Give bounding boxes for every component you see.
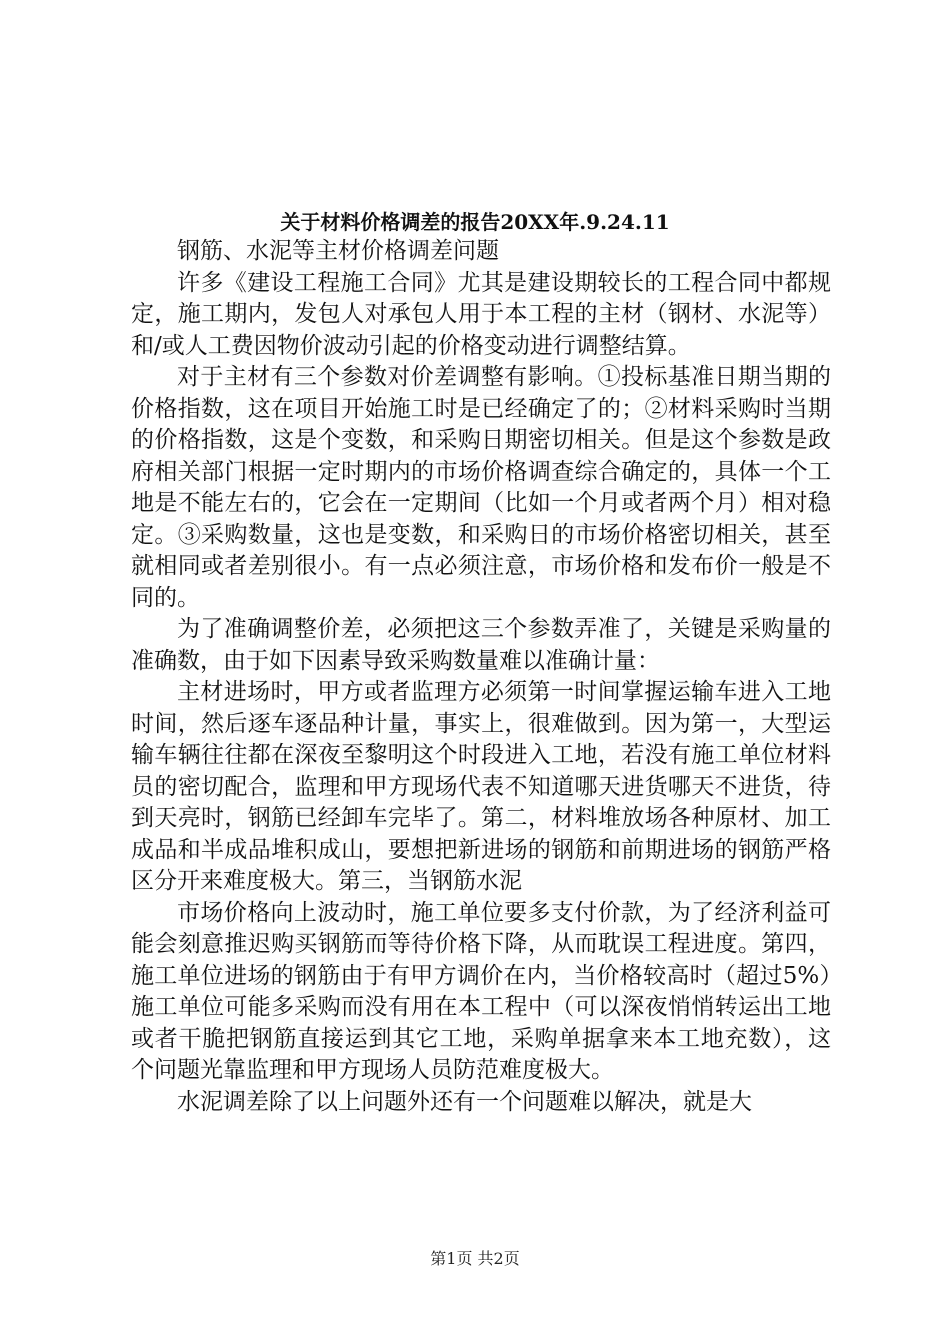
section-heading: 钢筋、水泥等主材价格调差问题	[177, 238, 499, 264]
paragraph: 市场价格向上波动时，施工单位要多支付价款，为了经济利益可能会刻意推迟购买钢筋而等待价格下降，从而耽误工程进度。第四，施工单位进场的钢筋由于有甲方调价在内，当价格较高时（超过5%）施工单位可能多采购而没有用在本工程中（可以深夜悄悄转运出工地或者干脆把钢筋直接运到其它工地，采购单据拿来本工地充数），这个问题光靠监理和甲方现场人员防范难度极大。	[131, 899, 831, 1083]
paragraph: 对于主材有三个参数对价差调整有影响。①投标基准日期当期的价格指数，这在项目开始施工时是已经确定了的；②材料采购时当期的价格指数，这是个变数，和采购日期密切相关。但是这个参数是政府相关部门根据一定时期内的市场价格调查综合确定的，具体一个工地是不能左右的，它会在一定期间（比如一个月或者两个月）相对稳定。③采购数量，这也是变数，和采购日的市场价格密切相关，甚至就相同或者差别很小。有一点必须注意，市场价格和发布价一般是不同的。	[131, 364, 831, 611]
document-title: 关于材料价格调差的报告20XX年.9.24.11	[280, 210, 670, 235]
paragraph: 许多《建设工程施工合同》尤其是建设期较长的工程合同中都规定，施工期内，发包人对承包人用于本工程的主材（钢材、水泥等）和/或人工费因物价波动引起的价格变动进行调整结算。	[131, 269, 831, 359]
paragraph: 为了准确调整价差，必须把这三个参数弄准了，关键是采购量的准确数，由于如下因素导致采购数量难以准确计量：	[131, 616, 831, 674]
paragraph: 水泥调差除了以上问题外还有一个问题难以解决，就是大	[177, 1088, 752, 1115]
page-footer: 第1页 共2页	[430, 1249, 520, 1268]
document-body	[131, 236, 831, 1118]
paragraph: 主材进场时，甲方或者监理方必须第一时间掌握运输车进入工地时间，然后逐车逐品种计量，事实上，很难做到。因为第一，大型运输车辆往往都在深夜至黎明这个时段进入工地，若没有施工单位材料员的密切配合，监理和甲方现场代表不知道哪天进货哪天不进货，待到天亮时，钢筋已经卸车完毕了。第二，材料堆放场各种原材、加工成品和半成品堆积成山，要想把新进场的钢筋和前期进场的钢筋严格区分开来难度极大。第三，当钢筋水泥	[131, 679, 831, 894]
